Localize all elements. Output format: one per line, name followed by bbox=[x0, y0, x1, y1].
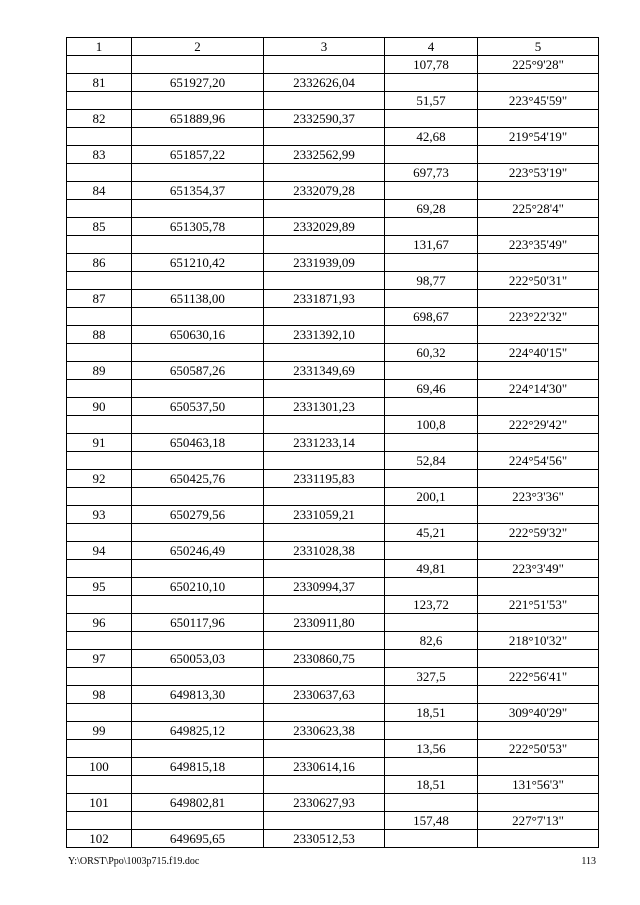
table-cell bbox=[385, 542, 478, 560]
table-cell bbox=[132, 344, 264, 362]
table-cell: 90 bbox=[67, 398, 132, 416]
table-row bbox=[67, 434, 599, 452]
table-cell bbox=[264, 632, 385, 650]
table-cell bbox=[132, 272, 264, 290]
table-cell: 650630,16 bbox=[132, 326, 264, 344]
table-cell: 224°54'56" bbox=[478, 452, 599, 470]
table-cell bbox=[478, 578, 599, 596]
table-cell: 97 bbox=[67, 650, 132, 668]
table-cell: 2330637,63 bbox=[264, 686, 385, 704]
table-cell: 69,28 bbox=[385, 200, 478, 218]
table-cell bbox=[67, 704, 132, 722]
table-cell: 651305,78 bbox=[132, 218, 264, 236]
table-cell bbox=[264, 740, 385, 758]
table-cell bbox=[478, 650, 599, 668]
table-body bbox=[67, 56, 599, 848]
table-cell: 96 bbox=[67, 614, 132, 632]
table-cell: 222°29'42" bbox=[478, 416, 599, 434]
table-cell bbox=[264, 128, 385, 146]
table-cell: 224°40'15" bbox=[478, 344, 599, 362]
table-cell: 222°56'41" bbox=[478, 668, 599, 686]
table-cell: 52,84 bbox=[385, 452, 478, 470]
table-cell bbox=[478, 254, 599, 272]
table-row bbox=[67, 146, 599, 164]
column-header: 5 bbox=[478, 38, 599, 56]
table-cell bbox=[264, 668, 385, 686]
table-cell bbox=[478, 470, 599, 488]
table-cell bbox=[264, 272, 385, 290]
table-cell bbox=[385, 326, 478, 344]
table-cell: 650425,76 bbox=[132, 470, 264, 488]
table-cell: 2331392,10 bbox=[264, 326, 385, 344]
column-header: 1 bbox=[67, 38, 132, 56]
table-cell: 2331349,69 bbox=[264, 362, 385, 380]
table-cell bbox=[385, 146, 478, 164]
table-cell: 2330623,38 bbox=[264, 722, 385, 740]
table-cell: 131°56'3" bbox=[478, 776, 599, 794]
table-cell bbox=[264, 452, 385, 470]
table-cell: 651857,22 bbox=[132, 146, 264, 164]
table-cell bbox=[385, 110, 478, 128]
table-cell bbox=[132, 128, 264, 146]
table-cell bbox=[67, 740, 132, 758]
table-cell: 131,67 bbox=[385, 236, 478, 254]
table-row bbox=[67, 794, 599, 812]
table-cell bbox=[132, 308, 264, 326]
table-cell: 18,51 bbox=[385, 776, 478, 794]
table-cell bbox=[385, 398, 478, 416]
table-cell bbox=[385, 722, 478, 740]
table-cell bbox=[132, 236, 264, 254]
table-row bbox=[67, 758, 599, 776]
table-cell bbox=[385, 470, 478, 488]
table-cell: 698,67 bbox=[385, 308, 478, 326]
table-cell bbox=[132, 740, 264, 758]
table-row bbox=[67, 830, 599, 848]
table-cell: 95 bbox=[67, 578, 132, 596]
table-cell: 123,72 bbox=[385, 596, 478, 614]
table-cell bbox=[478, 614, 599, 632]
table-cell: 86 bbox=[67, 254, 132, 272]
table-cell bbox=[264, 344, 385, 362]
table-cell: 2330512,53 bbox=[264, 830, 385, 848]
table-cell bbox=[264, 560, 385, 578]
table-cell: 309°40'29" bbox=[478, 704, 599, 722]
table-cell bbox=[478, 722, 599, 740]
table-cell bbox=[67, 488, 132, 506]
table-cell: 60,32 bbox=[385, 344, 478, 362]
table-row bbox=[67, 416, 599, 434]
column-header: 3 bbox=[264, 38, 385, 56]
table-cell: 94 bbox=[67, 542, 132, 560]
table-cell: 101 bbox=[67, 794, 132, 812]
table-cell: 2331028,38 bbox=[264, 542, 385, 560]
column-header: 2 bbox=[132, 38, 264, 56]
table-cell bbox=[385, 650, 478, 668]
table-row bbox=[67, 506, 599, 524]
table-cell: 225°9'28" bbox=[478, 56, 599, 74]
table-row bbox=[67, 650, 599, 668]
table-cell: 650210,10 bbox=[132, 578, 264, 596]
table-cell bbox=[67, 272, 132, 290]
table-cell: 649695,65 bbox=[132, 830, 264, 848]
table-row bbox=[67, 362, 599, 380]
table-row bbox=[67, 200, 599, 218]
table-cell: 223°35'49" bbox=[478, 236, 599, 254]
coordinates-table bbox=[66, 37, 599, 848]
table-cell: 2330911,80 bbox=[264, 614, 385, 632]
table-cell: 222°50'31" bbox=[478, 272, 599, 290]
table-cell bbox=[67, 416, 132, 434]
table-cell: 100 bbox=[67, 758, 132, 776]
table-cell: 13,56 bbox=[385, 740, 478, 758]
table-cell bbox=[478, 326, 599, 344]
table-cell bbox=[385, 182, 478, 200]
table-row bbox=[67, 56, 599, 74]
table-cell: 650053,03 bbox=[132, 650, 264, 668]
table-cell: 651138,00 bbox=[132, 290, 264, 308]
table-cell: 221°51'53" bbox=[478, 596, 599, 614]
table-cell bbox=[132, 452, 264, 470]
table-cell bbox=[67, 596, 132, 614]
table-cell: 42,68 bbox=[385, 128, 478, 146]
table-row bbox=[67, 560, 599, 578]
table-row bbox=[67, 182, 599, 200]
table-cell: 84 bbox=[67, 182, 132, 200]
table-cell bbox=[264, 164, 385, 182]
table-cell bbox=[67, 128, 132, 146]
table-row bbox=[67, 596, 599, 614]
table-cell: 224°14'30" bbox=[478, 380, 599, 398]
table-cell bbox=[264, 596, 385, 614]
table-cell bbox=[264, 380, 385, 398]
table-row bbox=[67, 92, 599, 110]
table-cell bbox=[67, 632, 132, 650]
table-cell bbox=[67, 92, 132, 110]
table-cell bbox=[264, 812, 385, 830]
table-cell bbox=[478, 182, 599, 200]
table-cell: 219°54'19" bbox=[478, 128, 599, 146]
table-cell: 51,57 bbox=[385, 92, 478, 110]
table-cell bbox=[478, 830, 599, 848]
table-row bbox=[67, 380, 599, 398]
table-cell bbox=[264, 236, 385, 254]
table-cell bbox=[67, 668, 132, 686]
table-row bbox=[67, 542, 599, 560]
table-row bbox=[67, 128, 599, 146]
table-row bbox=[67, 524, 599, 542]
table-cell: 651889,96 bbox=[132, 110, 264, 128]
table-cell bbox=[478, 758, 599, 776]
table-cell bbox=[385, 218, 478, 236]
table-cell bbox=[264, 56, 385, 74]
table-cell: 2330860,75 bbox=[264, 650, 385, 668]
table-row bbox=[67, 308, 599, 326]
table-cell: 222°59'32" bbox=[478, 524, 599, 542]
table-cell bbox=[385, 578, 478, 596]
table-cell: 2330627,93 bbox=[264, 794, 385, 812]
table-row bbox=[67, 722, 599, 740]
table-cell bbox=[264, 416, 385, 434]
table-cell bbox=[67, 524, 132, 542]
table-cell bbox=[478, 362, 599, 380]
table-cell bbox=[264, 776, 385, 794]
table-cell bbox=[67, 452, 132, 470]
table-cell: 650279,56 bbox=[132, 506, 264, 524]
table-cell bbox=[132, 164, 264, 182]
table-cell: 225°28'4" bbox=[478, 200, 599, 218]
table-row bbox=[67, 398, 599, 416]
table-cell: 651354,37 bbox=[132, 182, 264, 200]
table-cell: 45,21 bbox=[385, 524, 478, 542]
table-row bbox=[67, 578, 599, 596]
table-row bbox=[67, 236, 599, 254]
table-cell bbox=[385, 254, 478, 272]
table-cell bbox=[132, 92, 264, 110]
table-cell bbox=[264, 488, 385, 506]
table-cell bbox=[264, 524, 385, 542]
table-cell bbox=[67, 560, 132, 578]
table-cell: 223°22'32" bbox=[478, 308, 599, 326]
table-row bbox=[67, 704, 599, 722]
table-cell: 2330994,37 bbox=[264, 578, 385, 596]
table-cell: 87 bbox=[67, 290, 132, 308]
table-cell bbox=[67, 164, 132, 182]
table-cell bbox=[264, 308, 385, 326]
table-cell: 2331233,14 bbox=[264, 434, 385, 452]
table-cell bbox=[264, 200, 385, 218]
table-row bbox=[67, 272, 599, 290]
table-cell: 651210,42 bbox=[132, 254, 264, 272]
table-row bbox=[67, 686, 599, 704]
table-cell bbox=[132, 596, 264, 614]
table-row bbox=[67, 614, 599, 632]
table-cell bbox=[132, 668, 264, 686]
table-cell: 98,77 bbox=[385, 272, 478, 290]
table-cell: 218°10'32" bbox=[478, 632, 599, 650]
table-cell: 88 bbox=[67, 326, 132, 344]
table-cell bbox=[67, 56, 132, 74]
table-cell: 2330614,16 bbox=[264, 758, 385, 776]
table-cell: 651927,20 bbox=[132, 74, 264, 92]
table-cell: 2332079,28 bbox=[264, 182, 385, 200]
table-cell: 89 bbox=[67, 362, 132, 380]
table-cell: 91 bbox=[67, 434, 132, 452]
table-cell bbox=[478, 542, 599, 560]
table-cell bbox=[478, 794, 599, 812]
table-cell bbox=[132, 56, 264, 74]
table-cell bbox=[132, 560, 264, 578]
table-cell bbox=[264, 92, 385, 110]
table-cell bbox=[132, 380, 264, 398]
table-row bbox=[67, 488, 599, 506]
table-cell: 650537,50 bbox=[132, 398, 264, 416]
table-cell bbox=[478, 434, 599, 452]
table-row bbox=[67, 632, 599, 650]
table-cell bbox=[385, 794, 478, 812]
table-cell bbox=[132, 488, 264, 506]
table-cell: 2331939,09 bbox=[264, 254, 385, 272]
table-cell bbox=[264, 704, 385, 722]
table-cell: 2331195,83 bbox=[264, 470, 385, 488]
table-cell bbox=[67, 200, 132, 218]
table-cell bbox=[132, 776, 264, 794]
table-cell bbox=[67, 236, 132, 254]
table-cell: 2332626,04 bbox=[264, 74, 385, 92]
table-cell bbox=[67, 344, 132, 362]
table-cell: 2332590,37 bbox=[264, 110, 385, 128]
table-cell: 2331871,93 bbox=[264, 290, 385, 308]
table-cell: 98 bbox=[67, 686, 132, 704]
table-cell: 2331301,23 bbox=[264, 398, 385, 416]
table-row bbox=[67, 326, 599, 344]
table-cell bbox=[385, 434, 478, 452]
table-cell: 649825,12 bbox=[132, 722, 264, 740]
table-row bbox=[67, 290, 599, 308]
table-cell: 2331059,21 bbox=[264, 506, 385, 524]
table-row bbox=[67, 344, 599, 362]
table-row bbox=[67, 254, 599, 272]
table-cell bbox=[67, 776, 132, 794]
table-cell: 157,48 bbox=[385, 812, 478, 830]
table-row bbox=[67, 740, 599, 758]
table-cell bbox=[385, 290, 478, 308]
table-cell: 82 bbox=[67, 110, 132, 128]
table-cell: 92 bbox=[67, 470, 132, 488]
table-cell bbox=[132, 416, 264, 434]
table-row bbox=[67, 668, 599, 686]
table-cell bbox=[67, 380, 132, 398]
table-cell bbox=[478, 146, 599, 164]
page-number: 113 bbox=[581, 856, 596, 867]
table-cell: 649813,30 bbox=[132, 686, 264, 704]
table-cell: 2332562,99 bbox=[264, 146, 385, 164]
table-cell: 697,73 bbox=[385, 164, 478, 182]
table-cell bbox=[478, 218, 599, 236]
document-path: Y:\ORST\Ppo\1003p715.f19.doc bbox=[68, 856, 200, 867]
table-cell: 82,6 bbox=[385, 632, 478, 650]
table-cell: 49,81 bbox=[385, 560, 478, 578]
table-cell: 222°50'53" bbox=[478, 740, 599, 758]
table-cell bbox=[478, 74, 599, 92]
table-row bbox=[67, 164, 599, 182]
table-cell: 83 bbox=[67, 146, 132, 164]
table-cell: 327,5 bbox=[385, 668, 478, 686]
table-cell: 227°7'13" bbox=[478, 812, 599, 830]
column-header: 4 bbox=[385, 38, 478, 56]
table-cell bbox=[385, 686, 478, 704]
table-cell: 223°3'36" bbox=[478, 488, 599, 506]
table-cell: 85 bbox=[67, 218, 132, 236]
table-cell: 107,78 bbox=[385, 56, 478, 74]
table-cell bbox=[132, 632, 264, 650]
table-cell: 650587,26 bbox=[132, 362, 264, 380]
table-row bbox=[67, 812, 599, 830]
table-cell bbox=[478, 290, 599, 308]
table-cell: 18,51 bbox=[385, 704, 478, 722]
table-cell bbox=[478, 506, 599, 524]
table-cell: 223°3'49" bbox=[478, 560, 599, 578]
table-cell: 649815,18 bbox=[132, 758, 264, 776]
table-cell bbox=[478, 398, 599, 416]
table-cell: 200,1 bbox=[385, 488, 478, 506]
table-cell bbox=[67, 308, 132, 326]
table-cell bbox=[67, 812, 132, 830]
table-cell: 223°53'19" bbox=[478, 164, 599, 182]
table-cell bbox=[132, 812, 264, 830]
table-cell: 81 bbox=[67, 74, 132, 92]
table-row bbox=[67, 110, 599, 128]
table-cell bbox=[478, 686, 599, 704]
table-cell: 69,46 bbox=[385, 380, 478, 398]
table-row bbox=[67, 776, 599, 794]
table-cell: 2332029,89 bbox=[264, 218, 385, 236]
table-cell bbox=[478, 110, 599, 128]
table-cell bbox=[385, 830, 478, 848]
table-row bbox=[67, 218, 599, 236]
table-cell: 100,8 bbox=[385, 416, 478, 434]
table-cell: 223°45'59" bbox=[478, 92, 599, 110]
table-cell bbox=[132, 200, 264, 218]
table-row bbox=[67, 470, 599, 488]
table-cell bbox=[385, 614, 478, 632]
table-cell bbox=[385, 506, 478, 524]
table-cell bbox=[385, 758, 478, 776]
table-header-row bbox=[67, 38, 599, 56]
table-cell bbox=[132, 524, 264, 542]
table-cell: 99 bbox=[67, 722, 132, 740]
table-cell: 649802,81 bbox=[132, 794, 264, 812]
table-row bbox=[67, 452, 599, 470]
table-cell bbox=[385, 362, 478, 380]
table-cell: 93 bbox=[67, 506, 132, 524]
table-cell: 650463,18 bbox=[132, 434, 264, 452]
table-cell bbox=[132, 704, 264, 722]
table-cell: 650117,96 bbox=[132, 614, 264, 632]
table-cell: 102 bbox=[67, 830, 132, 848]
table-cell: 650246,49 bbox=[132, 542, 264, 560]
table-row bbox=[67, 74, 599, 92]
table-cell bbox=[385, 74, 478, 92]
